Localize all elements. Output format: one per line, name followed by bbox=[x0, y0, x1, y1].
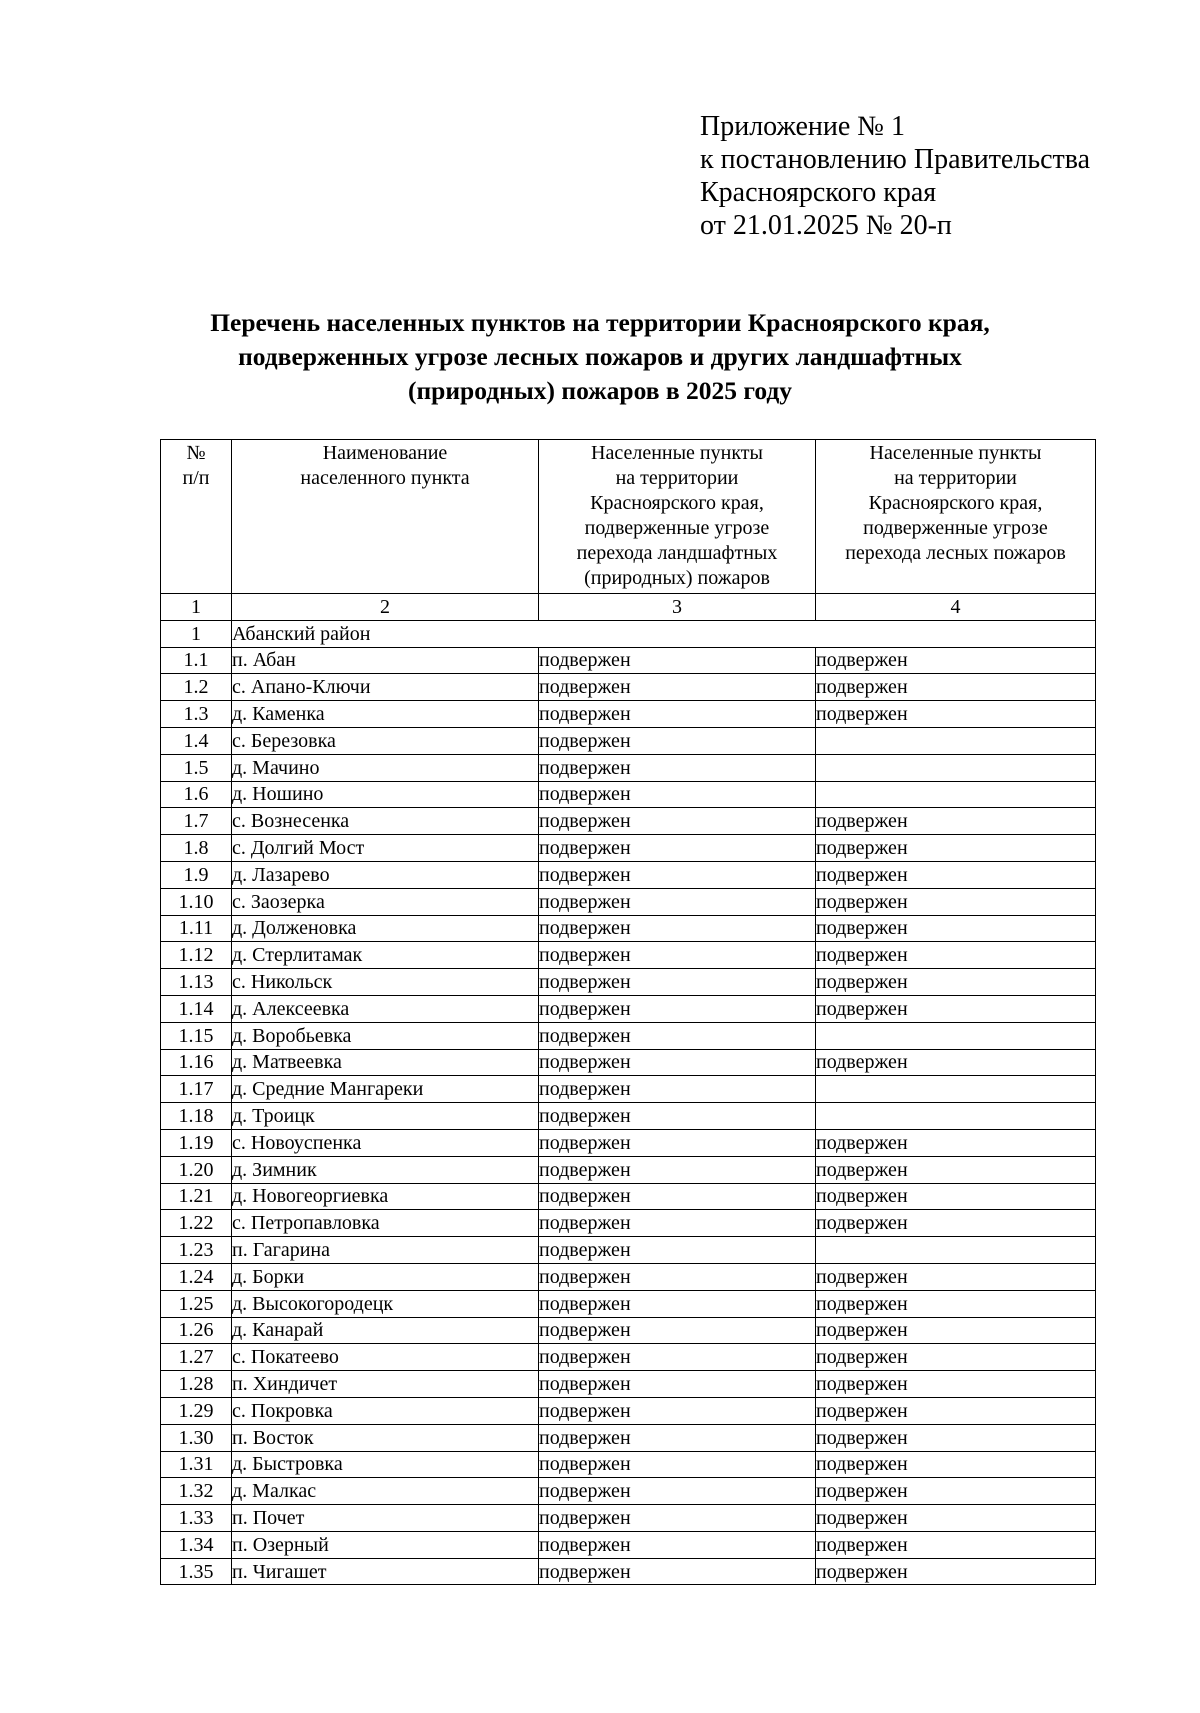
landscape-fire-status: подвержен bbox=[539, 1478, 816, 1505]
forest-fire-status: подвержен bbox=[816, 1129, 1096, 1156]
landscape-fire-status: подвержен bbox=[539, 888, 816, 915]
forest-fire-status: подвержен bbox=[816, 969, 1096, 996]
table-row bbox=[161, 915, 1096, 942]
forest-fire-status: подвержен bbox=[816, 1451, 1096, 1478]
landscape-fire-status: подвержен bbox=[539, 861, 816, 888]
settlement-name: с. Новоуспенка bbox=[232, 1129, 539, 1156]
table-row bbox=[161, 995, 1096, 1022]
table-row bbox=[161, 1344, 1096, 1371]
header-text: Населенные пункты bbox=[591, 442, 763, 464]
header-text: (природных) пожаров bbox=[584, 567, 770, 589]
appendix-line: от 21.01.2025 № 20-п bbox=[700, 210, 952, 241]
settlement-name: с. Покатеево bbox=[232, 1344, 539, 1371]
settlement-name: п. Хиндичет bbox=[232, 1371, 539, 1398]
landscape-fire-status: подвержен bbox=[539, 1129, 816, 1156]
table-row bbox=[161, 1263, 1096, 1290]
forest-fire-status: подвержен bbox=[816, 1531, 1096, 1558]
table-row bbox=[161, 1129, 1096, 1156]
landscape-fire-status: подвержен bbox=[539, 1210, 816, 1237]
landscape-fire-status: подвержен bbox=[539, 754, 816, 781]
appendix-line: к постановлению Правительства bbox=[700, 144, 1091, 175]
row-number: 1.12 bbox=[161, 942, 232, 969]
forest-fire-status bbox=[816, 1076, 1096, 1103]
row-number: 1.13 bbox=[161, 969, 232, 996]
settlement-name: с. Никольск bbox=[232, 969, 539, 996]
row-number: 1.5 bbox=[161, 754, 232, 781]
settlement-name: д. Воробьевка bbox=[232, 1022, 539, 1049]
landscape-fire-status: подвержен bbox=[539, 1183, 816, 1210]
row-number: 1.34 bbox=[161, 1531, 232, 1558]
landscape-fire-status: подвержен bbox=[539, 915, 816, 942]
header-text: Красноярского края, bbox=[590, 492, 764, 514]
row-number: 1.14 bbox=[161, 995, 232, 1022]
forest-fire-status bbox=[816, 1103, 1096, 1130]
settlement-name: д. Мачино bbox=[232, 754, 539, 781]
settlement-name: д. Ношино bbox=[232, 781, 539, 808]
table-row bbox=[161, 1183, 1096, 1210]
table-row bbox=[161, 1103, 1096, 1130]
settlement-name: с. Заозерка bbox=[232, 888, 539, 915]
row-number: 1.30 bbox=[161, 1424, 232, 1451]
landscape-fire-status: подвержен bbox=[539, 674, 816, 701]
landscape-fire-status: подвержен bbox=[539, 781, 816, 808]
table-row bbox=[161, 835, 1096, 862]
header-text: на территории bbox=[894, 467, 1017, 489]
forest-fire-status: подвержен bbox=[816, 888, 1096, 915]
forest-fire-status: подвержен bbox=[816, 1263, 1096, 1290]
row-number: 1.11 bbox=[161, 915, 232, 942]
column-numbers-row bbox=[161, 594, 1096, 621]
landscape-fire-status: подвержен bbox=[539, 1156, 816, 1183]
settlement-name: п. Озерный bbox=[232, 1531, 539, 1558]
forest-fire-status: подвержен bbox=[816, 647, 1096, 674]
table-row bbox=[161, 1317, 1096, 1344]
landscape-fire-status: подвержен bbox=[539, 1237, 816, 1264]
settlement-name: с. Покровка bbox=[232, 1397, 539, 1424]
row-number: 1.28 bbox=[161, 1371, 232, 1398]
section-row bbox=[161, 620, 1096, 647]
forest-fire-status: подвержен bbox=[816, 1424, 1096, 1451]
column-number: 3 bbox=[539, 594, 816, 621]
row-number: 1.29 bbox=[161, 1397, 232, 1424]
forest-fire-status: подвержен bbox=[816, 861, 1096, 888]
appendix-line: Красноярского края bbox=[700, 177, 937, 208]
table-row bbox=[161, 1397, 1096, 1424]
header-name bbox=[232, 440, 539, 594]
landscape-fire-status: подвержен bbox=[539, 1263, 816, 1290]
header-forest-fires bbox=[816, 440, 1096, 594]
header-landscape-fires bbox=[539, 440, 816, 594]
table-row bbox=[161, 701, 1096, 728]
settlement-name: с. Вознесенка bbox=[232, 808, 539, 835]
forest-fire-status bbox=[816, 754, 1096, 781]
landscape-fire-status: подвержен bbox=[539, 647, 816, 674]
row-number: 1.21 bbox=[161, 1183, 232, 1210]
row-number: 1.8 bbox=[161, 835, 232, 862]
landscape-fire-status: подвержен bbox=[539, 1505, 816, 1532]
settlements-table bbox=[160, 439, 1096, 1585]
row-number: 1.33 bbox=[161, 1505, 232, 1532]
column-number: 2 bbox=[232, 594, 539, 621]
settlement-name: д. Средние Мангареки bbox=[232, 1076, 539, 1103]
row-number: 1.10 bbox=[161, 888, 232, 915]
forest-fire-status: подвержен bbox=[816, 1290, 1096, 1317]
landscape-fire-status: подвержен bbox=[539, 727, 816, 754]
table-row bbox=[161, 1076, 1096, 1103]
forest-fire-status: подвержен bbox=[816, 1505, 1096, 1532]
row-number: 1.16 bbox=[161, 1049, 232, 1076]
landscape-fire-status: подвержен bbox=[539, 808, 816, 835]
row-number: 1.6 bbox=[161, 781, 232, 808]
settlement-name: п. Восток bbox=[232, 1424, 539, 1451]
settlement-name: д. Троицк bbox=[232, 1103, 539, 1130]
table-row bbox=[161, 808, 1096, 835]
settlement-name: п. Гагарина bbox=[232, 1237, 539, 1264]
appendix-line: Приложение № 1 bbox=[700, 111, 905, 142]
table-row bbox=[161, 1049, 1096, 1076]
appendix-block bbox=[700, 110, 1090, 242]
landscape-fire-status: подвержен bbox=[539, 1049, 816, 1076]
settlement-name: д. Каменка bbox=[232, 701, 539, 728]
forest-fire-status: подвержен bbox=[816, 995, 1096, 1022]
table-row bbox=[161, 1558, 1096, 1585]
table-row bbox=[161, 1424, 1096, 1451]
forest-fire-status: подвержен bbox=[816, 1049, 1096, 1076]
row-number: 1.31 bbox=[161, 1451, 232, 1478]
header-text: перехода лесных пожаров bbox=[845, 542, 1066, 564]
settlement-name: д. Быстровка bbox=[232, 1451, 539, 1478]
forest-fire-status bbox=[816, 1022, 1096, 1049]
row-number: 1.22 bbox=[161, 1210, 232, 1237]
landscape-fire-status: подвержен bbox=[539, 1317, 816, 1344]
row-number: 1.23 bbox=[161, 1237, 232, 1264]
header-text: Красноярского края, bbox=[868, 492, 1043, 514]
table-row bbox=[161, 888, 1096, 915]
forest-fire-status bbox=[816, 727, 1096, 754]
settlement-name: д. Высокогородецк bbox=[232, 1290, 539, 1317]
forest-fire-status: подвержен bbox=[816, 835, 1096, 862]
settlement-name: д. Новогеоргиевка bbox=[232, 1183, 539, 1210]
row-number: 1.15 bbox=[161, 1022, 232, 1049]
forest-fire-status: подвержен bbox=[816, 1210, 1096, 1237]
landscape-fire-status: подвержен bbox=[539, 1531, 816, 1558]
row-number: 1.32 bbox=[161, 1478, 232, 1505]
header-text: № bbox=[186, 442, 206, 464]
table-row bbox=[161, 1210, 1096, 1237]
landscape-fire-status: подвержен bbox=[539, 969, 816, 996]
settlement-name: п. Чигашет bbox=[232, 1558, 539, 1585]
table-row bbox=[161, 942, 1096, 969]
header-text: подверженные угрозе bbox=[863, 517, 1048, 539]
forest-fire-status: подвержен bbox=[816, 1183, 1096, 1210]
landscape-fire-status: подвержен bbox=[539, 995, 816, 1022]
column-number: 4 bbox=[816, 594, 1096, 621]
table-row bbox=[161, 647, 1096, 674]
landscape-fire-status: подвержен bbox=[539, 1451, 816, 1478]
header-text: населенного пункта bbox=[300, 467, 470, 489]
row-number: 1.26 bbox=[161, 1317, 232, 1344]
forest-fire-status: подвержен bbox=[816, 674, 1096, 701]
row-number: 1.2 bbox=[161, 674, 232, 701]
landscape-fire-status: подвержен bbox=[539, 701, 816, 728]
forest-fire-status: подвержен bbox=[816, 1371, 1096, 1398]
table-row bbox=[161, 674, 1096, 701]
table-row bbox=[161, 1290, 1096, 1317]
forest-fire-status: подвержен bbox=[816, 1344, 1096, 1371]
landscape-fire-status: подвержен bbox=[539, 1076, 816, 1103]
forest-fire-status: подвержен bbox=[816, 1317, 1096, 1344]
row-number: 1.18 bbox=[161, 1103, 232, 1130]
table-row bbox=[161, 1022, 1096, 1049]
table-row bbox=[161, 1505, 1096, 1532]
column-number: 1 bbox=[161, 594, 232, 621]
table-row bbox=[161, 1371, 1096, 1398]
row-number: 1.17 bbox=[161, 1076, 232, 1103]
landscape-fire-status: подвержен bbox=[539, 942, 816, 969]
forest-fire-status: подвержен bbox=[816, 1558, 1096, 1585]
forest-fire-status: подвержен bbox=[816, 915, 1096, 942]
row-number: 1.20 bbox=[161, 1156, 232, 1183]
header-text: п/п bbox=[182, 467, 210, 489]
landscape-fire-status: подвержен bbox=[539, 1558, 816, 1585]
header-text: Наименование bbox=[322, 442, 448, 464]
settlement-name: с. Апано-Ключи bbox=[232, 674, 539, 701]
settlement-name: д. Матвеевка bbox=[232, 1049, 539, 1076]
row-number: 1.1 bbox=[161, 647, 232, 674]
settlement-name: д. Стерлитамак bbox=[232, 942, 539, 969]
landscape-fire-status: подвержен bbox=[539, 1290, 816, 1317]
settlement-name: с. Березовка bbox=[232, 727, 539, 754]
landscape-fire-status: подвержен bbox=[539, 1344, 816, 1371]
header-text: перехода ландшафтных bbox=[576, 542, 778, 564]
title-line: (природных) пожаров в 2025 году bbox=[408, 376, 792, 405]
section-number: 1 bbox=[161, 620, 232, 647]
settlement-name: д. Алексеевка bbox=[232, 995, 539, 1022]
table-row bbox=[161, 1237, 1096, 1264]
forest-fire-status: подвержен bbox=[816, 942, 1096, 969]
row-number: 1.35 bbox=[161, 1558, 232, 1585]
row-number: 1.7 bbox=[161, 808, 232, 835]
table-row bbox=[161, 1156, 1096, 1183]
settlement-name: с. Долгий Мост bbox=[232, 835, 539, 862]
header-text: подверженные угрозе bbox=[584, 517, 770, 539]
row-number: 1.9 bbox=[161, 861, 232, 888]
row-number: 1.24 bbox=[161, 1263, 232, 1290]
settlement-name: с. Петропавловка bbox=[232, 1210, 539, 1237]
settlement-name: п. Почет bbox=[232, 1505, 539, 1532]
section-name: Абанский район bbox=[232, 620, 1096, 647]
forest-fire-status: подвержен bbox=[816, 808, 1096, 835]
forest-fire-status: подвержен bbox=[816, 701, 1096, 728]
title-line: подверженных угрозе лесных пожаров и других ландшафтных bbox=[238, 342, 962, 371]
document-title bbox=[150, 306, 1050, 408]
table-row bbox=[161, 1478, 1096, 1505]
row-number: 1.19 bbox=[161, 1129, 232, 1156]
header-num bbox=[161, 440, 232, 594]
settlement-name: д. Малкас bbox=[232, 1478, 539, 1505]
landscape-fire-status: подвержен bbox=[539, 1103, 816, 1130]
header-text: Населенные пункты bbox=[869, 442, 1042, 464]
landscape-fire-status: подвержен bbox=[539, 1424, 816, 1451]
table-row bbox=[161, 781, 1096, 808]
settlement-name: д. Лазарево bbox=[232, 861, 539, 888]
row-number: 1.4 bbox=[161, 727, 232, 754]
header-text: на территории bbox=[615, 467, 739, 489]
table-row bbox=[161, 754, 1096, 781]
table-row bbox=[161, 727, 1096, 754]
row-number: 1.3 bbox=[161, 701, 232, 728]
landscape-fire-status: подвержен bbox=[539, 1371, 816, 1398]
landscape-fire-status: подвержен bbox=[539, 1397, 816, 1424]
table-row bbox=[161, 1451, 1096, 1478]
forest-fire-status bbox=[816, 1237, 1096, 1264]
table-row bbox=[161, 1531, 1096, 1558]
row-number: 1.27 bbox=[161, 1344, 232, 1371]
title-line: Перечень населенных пунктов на территории Красноярского края, bbox=[210, 308, 990, 337]
landscape-fire-status: подвержен bbox=[539, 835, 816, 862]
settlement-name: д. Зимник bbox=[232, 1156, 539, 1183]
forest-fire-status: подвержен bbox=[816, 1397, 1096, 1424]
landscape-fire-status: подвержен bbox=[539, 1022, 816, 1049]
settlement-name: д. Канарай bbox=[232, 1317, 539, 1344]
table-row bbox=[161, 969, 1096, 996]
forest-fire-status: подвержен bbox=[816, 1156, 1096, 1183]
row-number: 1.25 bbox=[161, 1290, 232, 1317]
table-row bbox=[161, 861, 1096, 888]
header-row bbox=[161, 440, 1096, 594]
forest-fire-status bbox=[816, 781, 1096, 808]
settlement-name: д. Долженовка bbox=[232, 915, 539, 942]
settlement-name: д. Борки bbox=[232, 1263, 539, 1290]
forest-fire-status: подвержен bbox=[816, 1478, 1096, 1505]
settlement-name: п. Абан bbox=[232, 647, 539, 674]
